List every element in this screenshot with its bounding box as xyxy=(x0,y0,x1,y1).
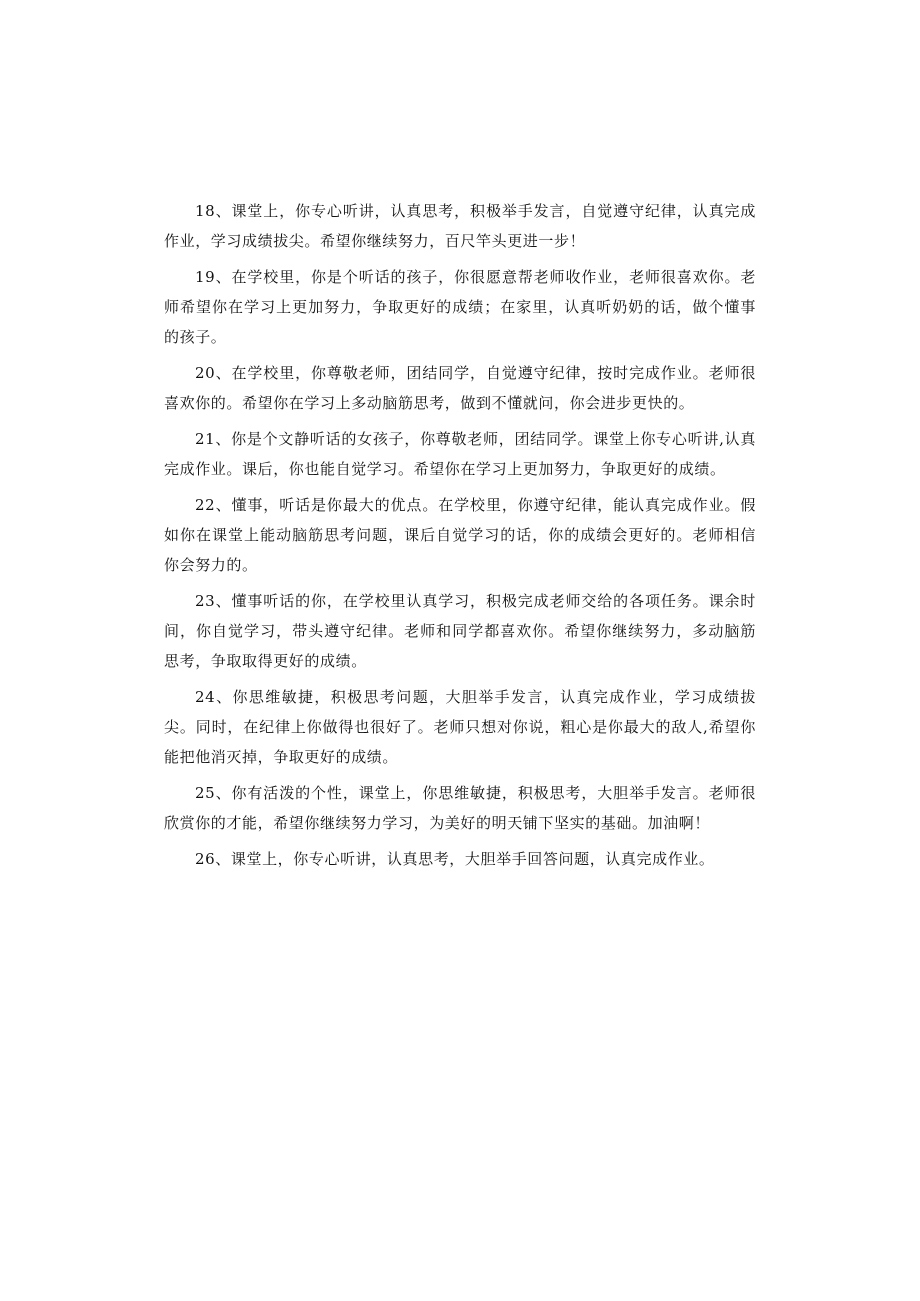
comment-paragraph-23: 23、懂事听话的你，在学校里认真学习，积极完成老师交给的各项任务。课余时间，你自觉学习，带头遵守纪律。老师和同学都喜欢你。希望你继续努力，多动脑筋思考，争取取得更好的成绩。 xyxy=(164,592,756,670)
document-body xyxy=(164,196,756,880)
comment-paragraph-24: 24、你思维敏捷，积极思考问题，大胆举手发言，认真完成作业，学习成绩拔尖。同时，在纪律上你做得也很好了。老师只想对你说，粗心是你最大的敌人,希望你能把他消灭掉，争取更好的成绩。 xyxy=(164,688,756,766)
comment-paragraph-21: 21、你是个文静听话的女孩子，你尊敬老师，团结同学。课堂上你专心听讲,认真完成作业。课后，你也能自觉学习。希望你在学习上更加努力，争取更好的成绩。 xyxy=(164,430,756,478)
comment-paragraph-18: 18、课堂上，你专心听讲，认真思考，积极举手发言，自觉遵守纪律，认真完成作业，学习成绩拔尖。希望你继续努力，百尺竿头更进一步！ xyxy=(164,202,756,250)
comment-paragraph-20: 20、在学校里，你尊敬老师，团结同学，自觉遵守纪律，按时完成作业。老师很喜欢你的。希望你在学习上多动脑筋思考，做到不懂就问，你会进步更快的。 xyxy=(164,364,756,412)
comment-paragraph-25: 25、你有活泼的个性，课堂上，你思维敏捷，积极思考，大胆举手发言。老师很欣赏你的才能，希望你继续努力学习，为美好的明天铺下坚实的基础。加油啊！ xyxy=(164,784,756,832)
comment-paragraph-19: 19、在学校里，你是个听话的孩子，你很愿意帮老师收作业，老师很喜欢你。老师希望你在学习上更加努力，争取更好的成绩；在家里，认真听奶奶的话，做个懂事的孩子。 xyxy=(164,268,756,346)
comment-paragraph-22: 22、懂事，听话是你最大的优点。在学校里，你遵守纪律，能认真完成作业。假如你在课堂上能动脑筋思考问题，课后自觉学习的话，你的成绩会更好的。老师相信你会努力的。 xyxy=(164,496,756,574)
comment-paragraph-26: 26、课堂上，你专心听讲，认真思考，大胆举手回答问题，认真完成作业。 xyxy=(195,850,715,868)
